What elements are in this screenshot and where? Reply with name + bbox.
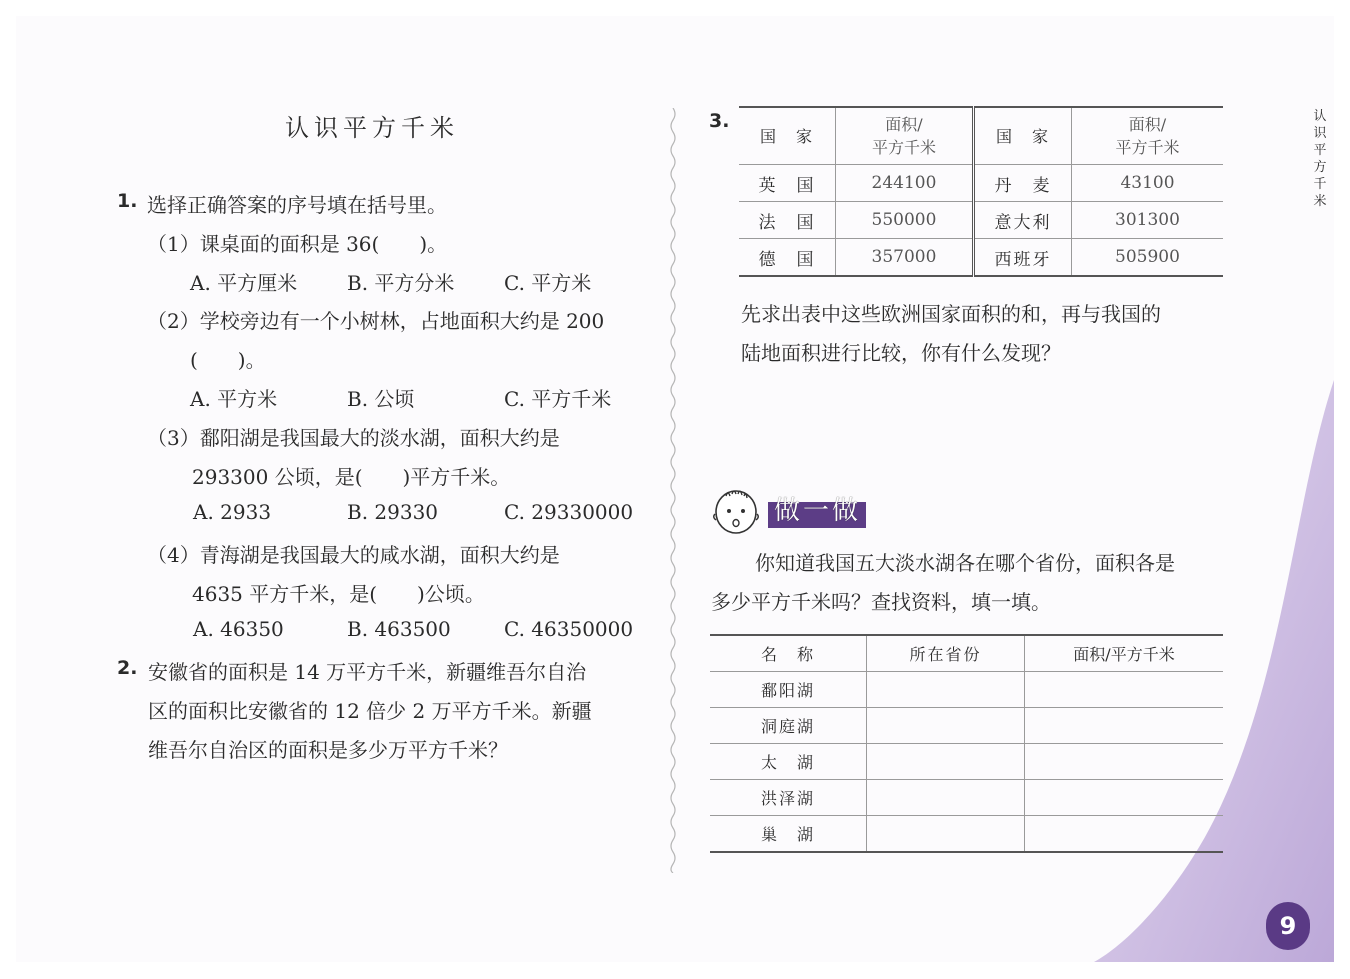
header-area-line2: 平方千米: [1115, 138, 1180, 157]
table-row: [710, 708, 1223, 744]
country-cell: 意大利: [974, 202, 1072, 239]
area-cell: 301300: [1072, 202, 1224, 239]
table-row: [710, 744, 1223, 780]
header-area-line2: 平方千米: [871, 138, 936, 157]
table-row: [739, 165, 1223, 202]
q1-part3-option-c: C. 29330000: [504, 500, 634, 524]
q1-part3-option-a: A. 2933: [193, 500, 272, 524]
q1-part2-option-a: A. 平方米: [190, 387, 278, 411]
q2-line-1: 安徽省的面积是 14 万平方千米，新疆维吾尔自治: [148, 660, 587, 684]
q1-part1-text: （1）课桌面的面积是 36( )。: [147, 232, 448, 256]
lake-name-cell: 鄱阳湖: [710, 672, 867, 708]
q1-part2-option-b: B. 公顷: [347, 387, 415, 411]
activity-label-banner: [768, 488, 868, 530]
province-input-cell[interactable]: [867, 708, 1025, 744]
activity-text-line-1: 你知道我国五大淡水湖各在哪个省份，面积各是: [755, 551, 1175, 575]
q1-part4-option-c: C. 46350000: [504, 617, 634, 641]
area-cell: 357000: [836, 239, 974, 277]
cartoon-face-icon: [708, 484, 764, 536]
page-title: 认识平方千米: [285, 114, 459, 142]
header-country: 国 家: [974, 107, 1072, 165]
page-number-badge: 9: [1266, 902, 1310, 950]
q1-part2-option-c: C. 平方千米: [504, 387, 612, 411]
q1-number: 1.: [117, 190, 138, 212]
q1-part4-option-b: B. 463500: [347, 617, 451, 641]
area-cell: 550000: [836, 202, 974, 239]
q1-part3-option-b: B. 29330: [347, 500, 439, 524]
area-input-cell[interactable]: [1025, 672, 1224, 708]
europe-area-table: [739, 106, 1223, 277]
lake-name-cell: 太 湖: [710, 744, 867, 780]
area-input-cell[interactable]: [1025, 708, 1224, 744]
activity-text-line-2: 多少平方千米吗？查找资料，填一填。: [711, 590, 1051, 614]
lakes-table: [710, 634, 1223, 853]
activity-label: 做一做: [774, 496, 862, 526]
q1-part3-text-cont: 293300 公顷，是( )平方千米。: [192, 465, 511, 489]
area-cell: 43100: [1072, 165, 1224, 202]
country-cell: 法 国: [739, 202, 836, 239]
page-divider: [668, 108, 678, 873]
q1-part3-text: （3）鄱阳湖是我国最大的淡水湖，面积大约是: [147, 426, 560, 450]
q3-number: 3.: [709, 110, 730, 132]
lake-name-cell: 洪泽湖: [710, 780, 867, 816]
q1-part2-text: （2）学校旁边有一个小树林，占地面积大约是 200: [147, 309, 605, 333]
q1-part1-option-c: C. 平方米: [504, 271, 592, 295]
header-name: 名 称: [710, 635, 867, 672]
header-area: [836, 107, 974, 165]
area-cell: 505900: [1115, 247, 1180, 267]
province-input-cell[interactable]: [867, 672, 1025, 708]
province-input-cell[interactable]: [867, 780, 1025, 816]
province-input-cell[interactable]: [867, 744, 1025, 780]
q3-text-line-1: 先求出表中这些欧洲国家面积的和，再与我国的: [741, 302, 1161, 326]
q2-number: 2.: [117, 657, 138, 679]
province-input-cell[interactable]: [867, 816, 1025, 853]
q2-line-3: 维吾尔自治区的面积是多少万平方千米？: [148, 738, 508, 762]
header-area: [1072, 107, 1224, 165]
q1-part4-text-cont: 4635 平方千米，是( )公顷。: [192, 582, 485, 606]
q1-part1-option-a: A. 平方厘米: [190, 271, 298, 295]
q1-stem: 选择正确答案的序号填在括号里。: [147, 193, 447, 217]
lake-name-cell: 巢 湖: [710, 816, 867, 853]
header-area-line1: 面积/: [1128, 115, 1167, 134]
table-header-row: [710, 635, 1223, 672]
header-area: 面积/平方千米: [1025, 635, 1224, 672]
area-input-cell[interactable]: [1025, 744, 1224, 780]
q1-part2-text-cont: ( )。: [190, 348, 266, 372]
q3-text-line-2: 陆地面积进行比较，你有什么发现？: [741, 341, 1061, 365]
side-tab-label: 认识平方千米: [1313, 109, 1327, 209]
table-row: [710, 816, 1223, 853]
area-input-cell[interactable]: [1025, 780, 1224, 816]
q1-part4-text: （4）青海湖是我国最大的咸水湖，面积大约是: [147, 543, 560, 567]
country-cell: 丹 麦: [974, 165, 1072, 202]
table-header-row: [739, 107, 1223, 165]
header-province: 所在省份: [867, 635, 1025, 672]
country-cell: 西班牙: [974, 239, 1072, 277]
country-cell: 英 国: [739, 165, 836, 202]
header-country: 国 家: [739, 107, 836, 165]
lake-name-cell: 洞庭湖: [710, 708, 867, 744]
q1-part1-option-b: B. 平方分米: [347, 271, 455, 295]
area-input-cell[interactable]: [1025, 816, 1224, 853]
table-row: [710, 672, 1223, 708]
area-cell: 244100: [836, 165, 974, 202]
table-row: [739, 239, 1223, 277]
table-row: [710, 780, 1223, 816]
table-row: [739, 202, 1223, 239]
country-cell: 德 国: [739, 239, 836, 277]
header-area-line1: 面积/: [885, 115, 923, 134]
q2-line-2: 区的面积比安徽省的 12 倍少 2 万平方千米。新疆: [148, 699, 592, 723]
q1-part4-option-a: A. 46350: [193, 617, 284, 641]
